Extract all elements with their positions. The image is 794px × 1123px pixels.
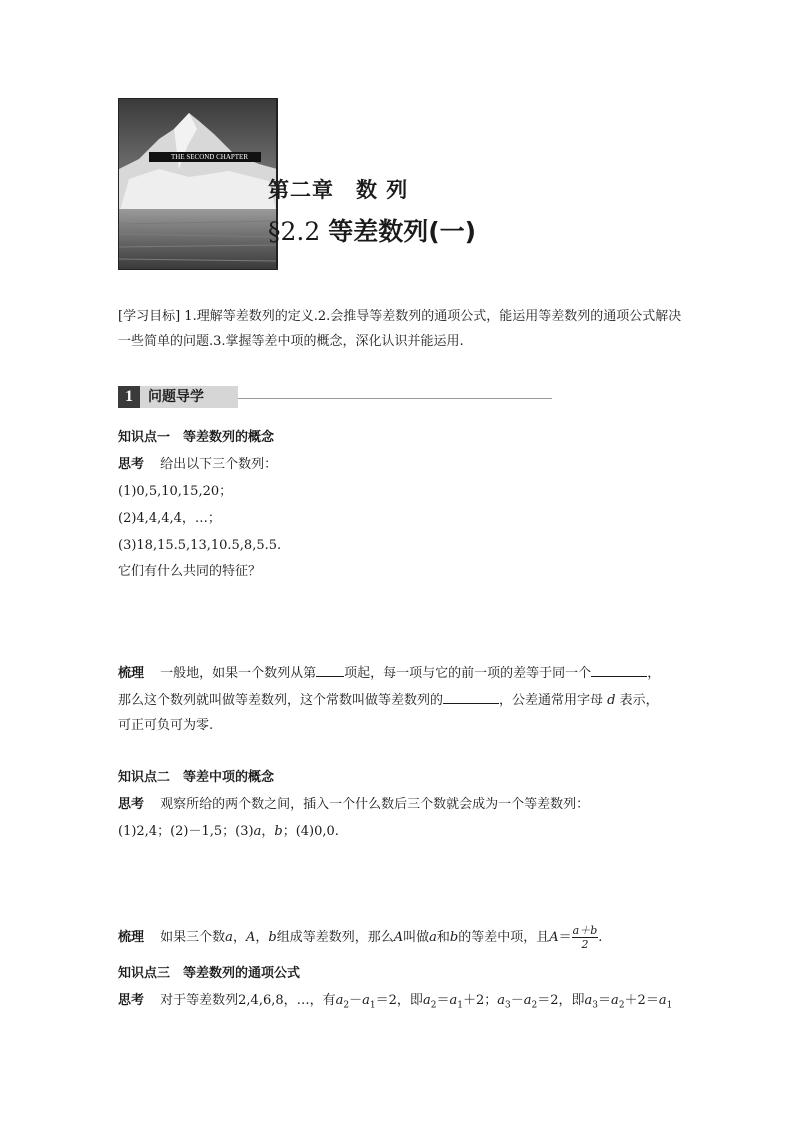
kp1-var-d: d: [607, 693, 616, 708]
kp2-title: 知识点二 等差中项的概念: [118, 770, 275, 785]
kp3-sub: 2: [430, 1000, 437, 1011]
kp2-sep: ，: [261, 824, 275, 839]
kp2-var-b: b: [274, 824, 283, 839]
kp1-summary-text-b: 项起，每一项与它的前一项的差等于同一个: [344, 666, 592, 681]
kp3-minus: －: [349, 993, 363, 1008]
kp2-summary-d: 和: [436, 930, 450, 945]
kp2-summary-e: 的等差中项，且: [458, 930, 550, 945]
kp2-s-A3: A: [549, 930, 559, 945]
kp3-var: a: [335, 993, 344, 1008]
kp3-var: a: [611, 993, 619, 1008]
fraction-numerator: a＋b: [572, 924, 598, 937]
kp3-var: a: [658, 993, 667, 1008]
kp2-s-comma2: ，: [255, 930, 269, 945]
kp2-s-b2: b: [449, 930, 459, 945]
kp3-t2: ＝2，即: [375, 993, 423, 1008]
kp3-var: a: [362, 993, 370, 1008]
objectives-text: 1.理解等差数列的定义.2.会推导等差数列的通项公式，能运用等差数列的通项公式解决一些简单的问题.3.掌握等差中项的概念，深化认识并能运用.: [118, 309, 682, 349]
section-title: [268, 212, 476, 248]
kp3-var: a: [523, 993, 532, 1008]
kp3-sub: 2: [618, 1000, 625, 1011]
chapter-cover-image: [118, 98, 278, 270]
kp3-t4: ＋2；: [462, 993, 498, 1008]
kp2-items-a: (1)2,4；(2)－1,5；(3): [118, 824, 254, 839]
kp3-sub: 2: [343, 1000, 350, 1011]
kp1-summary-text-e: ，公差通常用字母: [499, 693, 604, 708]
blank-start-term[interactable]: [316, 662, 344, 677]
kp2-summary: [118, 924, 602, 952]
kp3-think-label: 思考: [118, 993, 145, 1008]
kp1-think-label: 思考: [118, 457, 145, 472]
kp1-seq1: (1)0,5,10,15,20；: [118, 484, 233, 499]
kp3-think-text: 对于等差数列2,4,6,8，…，有: [160, 993, 336, 1008]
kp3-sub: 3: [592, 1000, 599, 1011]
kp2-s-A: A: [245, 930, 256, 945]
kp1-summary-text-c: ，: [647, 666, 661, 681]
kp1-seq2: (2)4,4,4,4，…；: [118, 511, 221, 526]
kp3-sub: 1: [666, 1000, 673, 1011]
blank-common-difference[interactable]: [443, 689, 499, 704]
kp2-think: [118, 795, 589, 815]
kp2-period: .: [598, 930, 603, 945]
kp1-seq3: (3)18,15.5,13,10.5,8,5.5.: [118, 538, 282, 553]
kp3-sub: 2: [531, 1000, 538, 1011]
section-heading-label: 问题导学: [140, 386, 238, 408]
kp2-s-a2: a: [429, 930, 437, 945]
kp1-think-text: 给出以下三个数列：: [160, 457, 278, 472]
kp3-sub: 3: [505, 1000, 511, 1011]
kp2-summary-c: 叫做: [403, 930, 430, 945]
kp3-eq: ＝: [436, 993, 450, 1008]
kp1-title: 知识点一 等差数列的概念: [118, 430, 275, 445]
kp3-eq: ＝: [598, 993, 612, 1008]
kp1-summary-label: 梳理: [118, 666, 145, 681]
blank-constant[interactable]: [591, 662, 647, 677]
kp2-items: [118, 822, 339, 842]
kp3-sub: 1: [457, 1000, 463, 1011]
kp3-title: 知识点三 等差数列的通项公式: [118, 966, 301, 981]
kp3-var: a: [422, 993, 431, 1008]
kp2-think-label: 思考: [118, 797, 145, 812]
kp1-summary-text-d: 那么这个数列就叫做等差数列，这个常数叫做等差数列的: [118, 693, 444, 708]
fraction-denominator: 2: [581, 938, 589, 951]
section-name: 等差数列(一): [328, 217, 477, 246]
section-heading-rule: [238, 398, 552, 399]
kp2-summary-b: 组成等差数列，那么: [276, 930, 394, 945]
kp1-summary-text-f: 表示，: [619, 693, 659, 708]
kp3-var: a: [497, 993, 505, 1008]
chapter-band-label: THE SECOND CHAPTER: [149, 152, 261, 162]
kp3-sub: 1: [369, 1000, 376, 1011]
chapter-title: 第二章 数 列: [268, 178, 409, 202]
kp3-var: a: [584, 993, 593, 1008]
kp2-var-a: a: [253, 824, 262, 839]
kp2-s-A2: A: [393, 930, 404, 945]
learning-objectives: [118, 304, 688, 354]
kp3-think: [118, 991, 672, 1016]
kp3-t5: ＝2，即: [537, 993, 585, 1008]
kp2-eq: ＝: [558, 930, 572, 945]
section-heading-number: 1: [118, 386, 140, 408]
mean-fraction: [572, 924, 599, 951]
kp3-minus: －: [510, 993, 524, 1008]
kp1-summary-line2: [118, 689, 659, 711]
kp1-summary-line3: 可正可负可为零.: [118, 718, 214, 733]
kp3-var: a: [449, 993, 458, 1008]
kp2-think-text: 观察所给的两个数之间，插入一个什么数后三个数就会成为一个等差数列：: [160, 797, 590, 812]
kp2-summary-label: 梳理: [118, 930, 145, 945]
kp1-think: [118, 455, 277, 475]
kp2-s-comma1: ，: [232, 930, 246, 945]
kp2-summary-a: 如果三个数: [160, 930, 226, 945]
kp1-summary-text-a: 一般地，如果一个数列从第: [160, 666, 317, 681]
kp2-items-b: ；(4)0,0.: [282, 824, 339, 839]
kp2-s-b: b: [268, 930, 277, 945]
kp3-t6: ＋2＝: [624, 993, 659, 1008]
kp2-s-a: a: [225, 930, 233, 945]
objectives-label: [学习目标]: [118, 309, 181, 324]
kp1-question: 它们有什么共同的特征？: [118, 564, 262, 579]
kp1-summary-line1: [118, 662, 660, 684]
section-number: §2.2: [268, 217, 321, 246]
